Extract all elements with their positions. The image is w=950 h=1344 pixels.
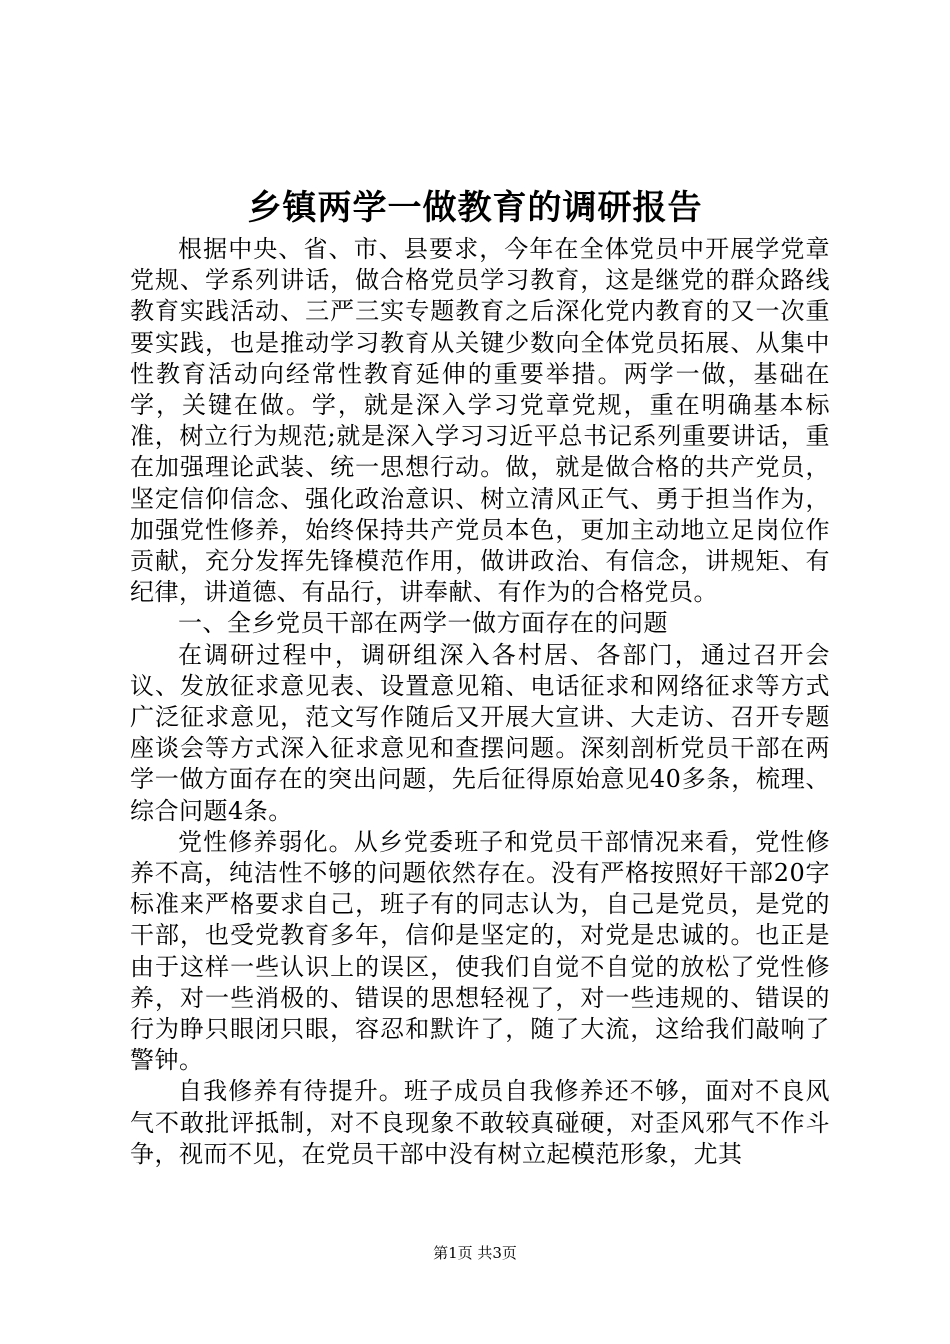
page-footer: 第1页 共3页	[433, 1244, 517, 1262]
document-body	[130, 234, 830, 1170]
section-heading-problems: 一、全乡党员干部在两学一做方面存在的问题	[178, 609, 668, 638]
paragraph-self-cultivation: 自我修养有待提升。班子成员自我修养还不够，面对不良风气不敢批评抵制，对不良现象不敢较真碰硬，对歪风邪气不作斗争，视而不见，在党员干部中没有树立起模范形象，尤其	[130, 1077, 830, 1168]
document-title: 乡镇两学一做教育的调研报告	[247, 188, 703, 228]
paragraph-party-spirit: 党性修养弱化。从乡党委班子和党员干部情况来看，党性修养不高，纯洁性不够的问题依然存在。没有严格按照好干部20字标准来严格要求自己，班子有的同志认为，自己是党员，是党的干部，也受党教育多年，信仰是坚定的，对党是忠诚的。也正是由于这样一些认识上的误区，使我们自觉不自觉的放松了党性修养，对一些消极的、错误的思想轻视了，对一些违规的、错误的行为睁只眼闭只眼，容忍和默许了，随了大流，这给我们敲响了警钟。	[130, 827, 830, 1075]
paragraph-research-process: 在调研过程中，调研组深入各村居、各部门，通过召开会议、发放征求意见表、设置意见箱、电话征求和网络征求等方式广泛征求意见，范文写作随后又开展大宣讲、大走访、召开专题座谈会等方式深入征求意见和查摆问题。深刻剖析党员干部在两学一做方面存在的突出问题，先后征得原始意见40多条，梳理、综合问题4条。	[130, 640, 830, 825]
paragraph-intro: 根据中央、省、市、县要求，今年在全体党员中开展学党章党规、学系列讲话，做合格党员学习教育，这是继党的群众路线教育实践活动、三严三实专题教育之后深化党内教育的又一次重要实践，也是推动学习教育从关键少数向全体党员拓展、从集中性教育活动向经常性教育延伸的重要举措。两学一做，基础在学，关键在做。学，就是深入学习党章党规，重在明确基本标准，树立行为规范;就是深入学习习近平总书记系列重要讲话，重在加强理论武装、统一思想行动。做，就是做合格的共产党员，坚定信仰信念、强化政治意识、树立清风正气、勇于担当作为，加强党性修养，始终保持共产党员本色，更加主动地立足岗位作贡献，充分发挥先锋模范作用，做讲政治、有信念，讲规矩、有纪律，讲道德、有品行，讲奉献、有作为的合格党员。	[130, 235, 830, 607]
